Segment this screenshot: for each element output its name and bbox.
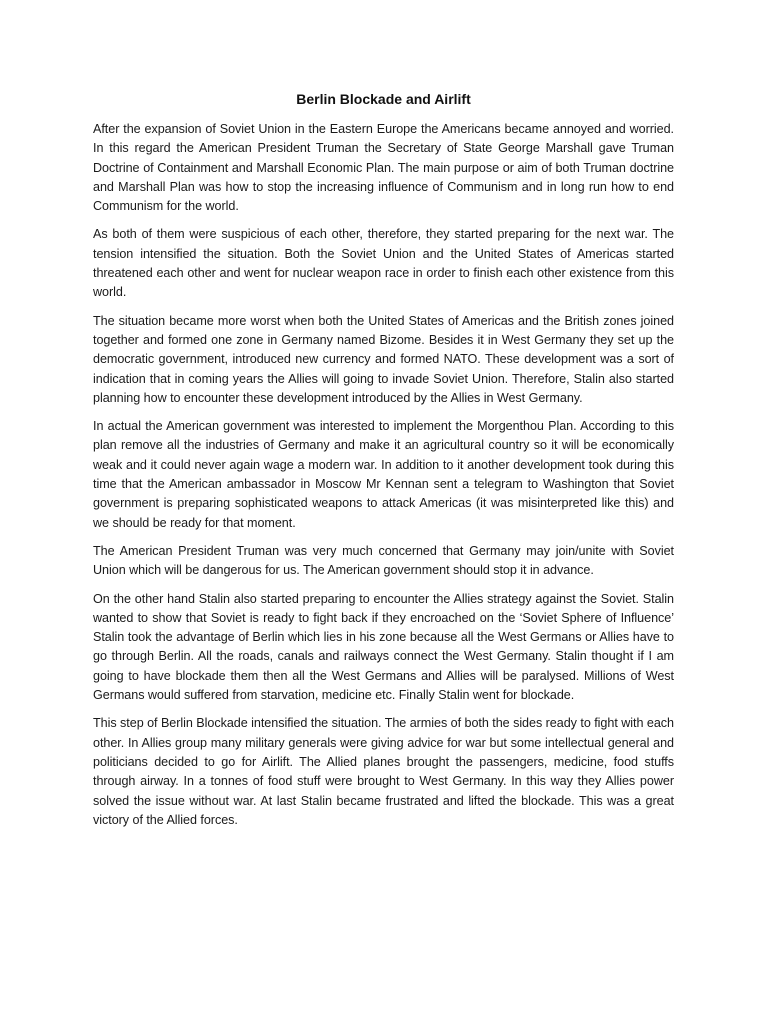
document-page	[93, 89, 674, 839]
paragraph-2: As both of them were suspicious of each other, therefore, they started preparing for the next war. The tension intensified the situation. Both the Soviet Union and the United States of Americas started threatened each other and went for nuclear weapon race in order to finish each other existence from this world.	[93, 227, 674, 300]
document-title: Berlin Blockade and Airlift	[296, 91, 471, 107]
paragraph-6: On the other hand Stalin also started preparing to encounter the Allies strategy against the Soviet. Stalin wanted to show that Soviet is ready to fight back if they encroached on the ‘Soviet Sphere of Influence’ Stalin took the advantage of Berlin which lies in his zone because all the West Germans or Allies have to go through Berlin. All the roads, canals and railways connect the West Germany. Stalin thought if I am going to have blockade them then all the West Germans and Allies will be paralysed. Millions of West Germans would suffered from starvation, medicine etc. Finally Stalin went for blockade.	[93, 591, 674, 703]
paragraph-4: In actual the American government was interested to implement the Morgenthou Plan. According to this plan remove all the industries of Germany and make it an agricultural country so it will be economically weak and it could never again wage a modern war. In addition to it another development took during this time that the American ambassador in Moscow Mr Kennan sent a telegram to Washington that Soviet government is preparing sophisticated weapons to attack Americas (it was misinterpreted like this) and we should be ready for that moment.	[93, 419, 674, 530]
paragraph-3: The situation became more worst when both the United States of Americas and the British zones joined together and formed one zone in Germany named Bizome. Besides it in West Germany they set up the democratic government, introduced new currency and formed NATO. These development was a sort of indication that in coming years the Allies will going to invade Soviet Union. Therefore, Stalin also started planning how to encounter these development introduced by the Allies in West Germany.	[93, 313, 674, 405]
paragraph-1: After the expansion of Soviet Union in the Eastern Europe the Americans became annoyed and worried. In this regard the American President Truman the Secretary of State George Marshall gave Truman Doctrine of Containment and Marshall Economic Plan. The main purpose or aim of both Truman doctrine and Marshall Plan was how to stop the increasing influence of Communism and in long run how to end Communism for the world.	[93, 122, 674, 214]
paragraph-5: The American President Truman was very much concerned that Germany may join/unite with Soviet Union which will be dangerous for us. The American government should stop it in advance.	[93, 543, 674, 578]
paragraph-7: This step of Berlin Blockade intensified the situation. The armies of both the sides ready to fight with each other. In Allies group many military generals were giving advice for war but some intellectual general and politicians decided to go for Airlift. The Allied planes brought the passengers, medicine, food stuffs through airway. In a tonnes of food stuff were brought to West Germany. In this way they Allies power solved the issue without war. At last Stalin became frustrated and lifted the blockade. This was a great victory of the Allied forces.	[93, 716, 674, 827]
